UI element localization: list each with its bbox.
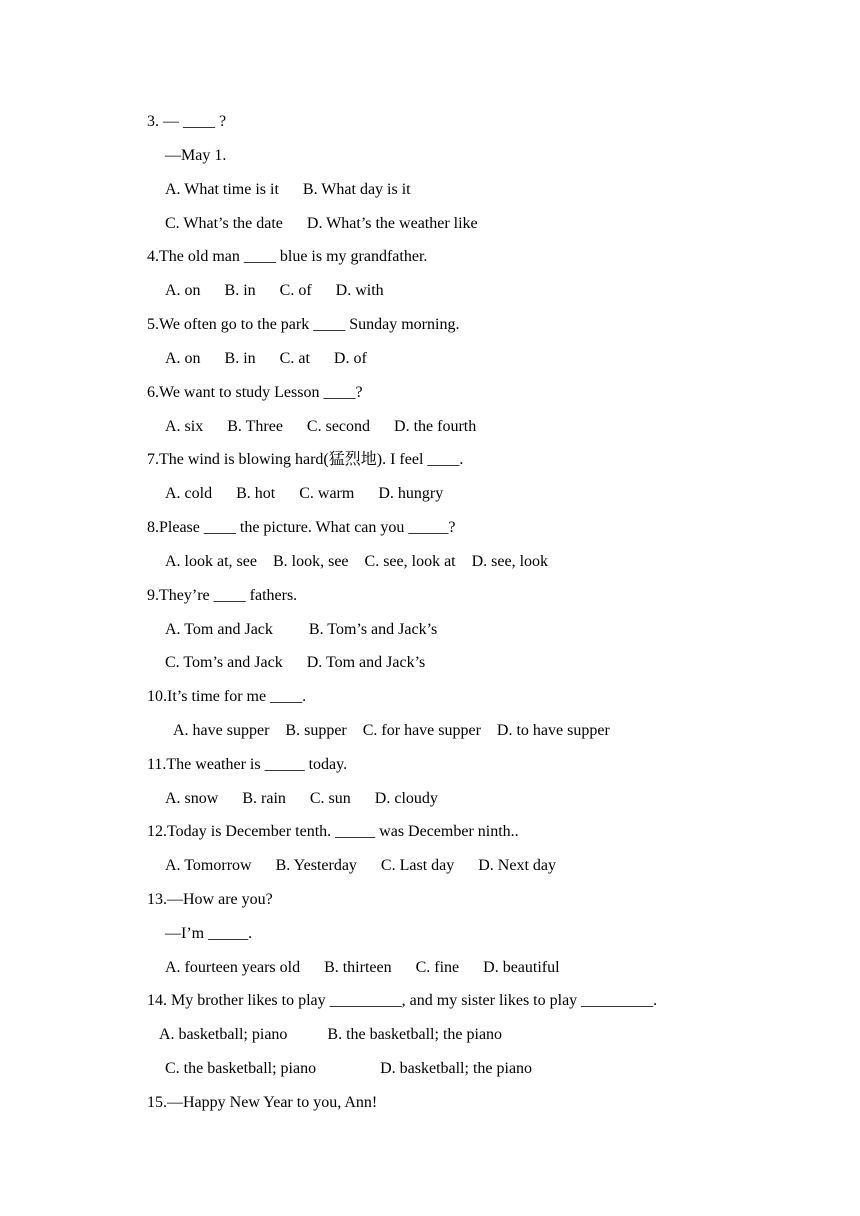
- options-line: C. What’s the date D. What’s the weather like: [165, 215, 478, 232]
- question-12: 12.Today is December tenth. _____ was December ninth..: [147, 823, 519, 840]
- answer-line: —May 1.: [165, 147, 227, 164]
- options-line: A. basketball; piano B. the basketball; the piano: [159, 1026, 503, 1043]
- question-11: 11.The weather is _____ today.: [147, 756, 348, 773]
- question-9: 9.They’re ____ fathers.: [147, 587, 298, 604]
- options-line: A. Tom and Jack B. Tom’s and Jack’s: [165, 621, 438, 638]
- options-line: A. cold B. hot C. warm D. hungry: [165, 485, 444, 502]
- answer-line: —I’m _____.: [165, 925, 253, 942]
- options-line: A. have supper B. supper C. for have supper D. to have supper: [173, 722, 610, 739]
- question-6: 6.We want to study Lesson ____?: [147, 384, 363, 401]
- options-line: A. look at, see B. look, see C. see, look at D. see, look: [165, 553, 549, 570]
- options-line: A. on B. in C. at D. of: [165, 350, 367, 367]
- question-4: 4.The old man ____ blue is my grandfather.: [147, 248, 428, 265]
- options-line: A. What time is it B. What day is it: [165, 181, 411, 198]
- options-line: C. the basketball; piano D. basketball; the piano: [165, 1060, 533, 1077]
- question-3: 3. — ____ ?: [147, 113, 227, 130]
- options-line: A. snow B. rain C. sun D. cloudy: [165, 790, 438, 807]
- question-8: 8.Please ____ the picture. What can you _____?: [147, 519, 456, 536]
- question-15: 15.—Happy New Year to you, Ann!: [147, 1094, 378, 1111]
- options-line: A. on B. in C. of D. with: [165, 282, 384, 299]
- question-10: 10.It’s time for me ____.: [147, 688, 307, 705]
- question-5: 5.We often go to the park ____ Sunday morning.: [147, 316, 460, 333]
- options-line: C. Tom’s and Jack D. Tom and Jack’s: [165, 654, 426, 671]
- question-14: 14. My brother likes to play _________, and my sister likes to play _________.: [147, 992, 658, 1009]
- question-7: 7.The wind is blowing hard(猛烈地). I feel ____.: [147, 451, 464, 468]
- options-line: A. fourteen years old B. thirteen C. fine D. beautiful: [165, 959, 560, 976]
- options-line: A. Tomorrow B. Yesterday C. Last day D. Next day: [165, 857, 556, 874]
- question-13: 13.—How are you?: [147, 891, 273, 908]
- options-line: A. six B. Three C. second D. the fourth: [165, 418, 477, 435]
